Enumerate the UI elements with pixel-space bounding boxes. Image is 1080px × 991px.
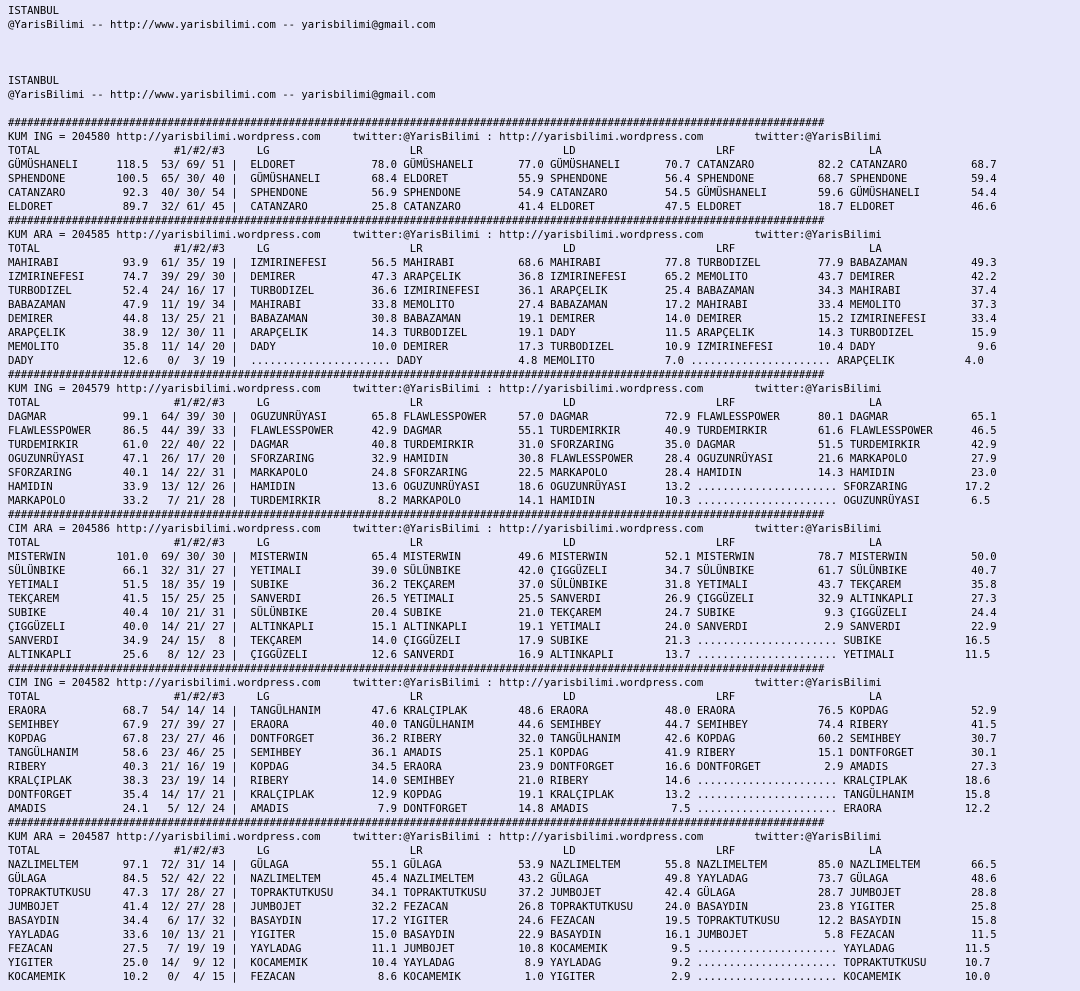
document-line: ISTANBUL <box>8 5 60 17</box>
document-line: ÇIGGÜZELI 40.0 14/ 21/ 27 | ALTINKAPLI 15.1 ALTINKAPLI 19.1 YETIMALI 24.0 SANVERDI 2.9 SANVERDI 22.9 <box>8 621 997 633</box>
document-line: KUM ARA = 204585 http://yarisbilimi.wordpress.com twitter:@YarisBilimi : http://yarisbilimi.wordpress.com twitter:@YarisBilimi <box>8 229 882 241</box>
document-line: TOTAL #1/#2/#3 LG LR LD LRF LA <box>8 243 882 255</box>
document-line: IZMIRINEFESI 74.7 39/ 29/ 30 | DEMIRER 47.3 ARAPÇELIK 36.8 IZMIRINEFESI 65.2 MEMOLITO 43.7 DEMIRER 42.2 <box>8 271 997 283</box>
document-line: TEKÇAREM 41.5 15/ 25/ 25 | SANVERDI 26.5 YETIMALI 25.5 SANVERDI 26.9 ÇIGGÜZELI 32.9 ALTINKAPLI 27.3 <box>8 593 997 605</box>
document-line: KRALÇIPLAK 38.3 23/ 19/ 14 | RIBERY 14.0 SEMIHBEY 21.0 RIBERY 14.6 ...................... KRALÇIPLAK 18.6 <box>8 775 991 787</box>
document-line: DONTFORGET 35.4 14/ 17/ 21 | KRALÇIPLAK 12.9 KOPDAG 19.1 KRALÇIPLAK 13.2 ...................... TANGÜLHANIM 15.8 <box>8 789 991 801</box>
document-line: MISTERWIN 101.0 69/ 30/ 30 | MISTERWIN 65.4 MISTERWIN 49.6 MISTERWIN 52.1 MISTERWIN 78.7 MISTERWIN 50.0 <box>8 551 997 563</box>
document-line: BASAYDIN 34.4 6/ 17/ 32 | BASAYDIN 17.2 YIGITER 24.6 FEZACAN 19.5 TOPRAKTUTKUSU 12.2 BASAYDIN 15.8 <box>8 915 997 927</box>
document-line: KUM ING = 204579 http://yarisbilimi.wordpress.com twitter:@YarisBilimi : http://yarisbilimi.wordpress.com twitter:@YarisBilimi <box>8 383 882 395</box>
document-line: BABAZAMAN 47.9 11/ 19/ 34 | MAHIRABI 33.8 MEMOLITO 27.4 BABAZAMAN 17.2 MAHIRABI 33.4 MEMOLITO 37.3 <box>8 299 997 311</box>
document-line: GÜMÜSHANELI 118.5 53/ 69/ 51 | ELDORET 78.0 GÜMÜSHANELI 77.0 GÜMÜSHANELI 70.7 CATANZARO 82.2 CATANZARO 68.7 <box>8 159 997 171</box>
document-line: TURDEMIRKIR 61.0 22/ 40/ 22 | DAGMAR 40.8 TURDEMIRKIR 31.0 SFORZARING 35.0 DAGMAR 51.5 TURDEMIRKIR 42.9 <box>8 439 997 451</box>
document-line: KOCAMEMIK 10.2 0/ 4/ 15 | FEZACAN 8.6 KOCAMEMIK 1.0 YIGITER 2.9 ...................... KOCAMEMIK 10.0 <box>8 971 991 983</box>
document-line: ELDORET 89.7 32/ 61/ 45 | CATANZARO 25.8 CATANZARO 41.4 ELDORET 47.5 ELDORET 18.7 ELDORET 46.6 <box>8 201 997 213</box>
document-line: KUM ING = 204580 http://yarisbilimi.wordpress.com twitter:@YarisBilimi : http://yarisbilimi.wordpress.com twitter:@YarisBilimi <box>8 131 882 143</box>
document-line: ALTINKAPLI 25.6 8/ 12/ 23 | ÇIGGÜZELI 12.6 SANVERDI 16.9 ALTINKAPLI 13.7 ...................... YETIMALI 11.5 <box>8 649 991 661</box>
document-line: JUMBOJET 41.4 12/ 27/ 28 | JUMBOJET 32.2 FEZACAN 26.8 TOPRAKTUTKUSU 24.0 BASAYDIN 23.8 YIGITER 25.8 <box>8 901 997 913</box>
document-line: MEMOLITO 35.8 11/ 14/ 20 | DADY 10.0 DEMIRER 17.3 TURBODIZEL 10.9 IZMIRINEFESI 10.4 DADY 9.6 <box>8 341 997 353</box>
document-line: YIGITER 25.0 14/ 9/ 12 | KOCAMEMIK 10.4 YAYLADAG 8.9 YAYLADAG 9.2 ...................... TOPRAKTUTKUSU 10.7 <box>8 957 991 969</box>
document-line: DADY 12.6 0/ 3/ 19 | ...................... DADY 4.8 MEMOLITO 7.0 ...................... ARAPÇELIK 4.0 <box>8 355 984 367</box>
document-line: SEMIHBEY 67.9 27/ 39/ 27 | ERAORA 40.0 TANGÜLHANIM 44.6 SEMIHBEY 44.7 SEMIHBEY 74.4 RIBERY 41.5 <box>8 719 997 731</box>
document-line: TOPRAKTUTKUSU 47.3 17/ 28/ 27 | TOPRAKTUTKUSU 34.1 TOPRAKTUTKUSU 37.2 JUMBOJET 42.4 GÜLAGA 28.7 JUMBOJET 28.8 <box>8 887 997 899</box>
document-line: SPHENDONE 100.5 65/ 30/ 40 | GÜMÜSHANELI 68.4 ELDORET 55.9 SPHENDONE 56.4 SPHENDONE 68.7 SPHENDONE 59.4 <box>8 173 997 185</box>
document-line: AMADIS 24.1 5/ 12/ 24 | AMADIS 7.9 DONTFORGET 14.8 AMADIS 7.5 ...................... ERAORA 12.2 <box>8 803 991 815</box>
document-line: SUBIKE 40.4 10/ 21/ 31 | SÜLÜNBIKE 20.4 SUBIKE 21.0 TEKÇAREM 24.7 SUBIKE 9.3 ÇIGGÜZELI 24.4 <box>8 607 997 619</box>
document-line: SFORZARING 40.1 14/ 22/ 31 | MARKAPOLO 24.8 SFORZARING 22.5 MARKAPOLO 28.4 HAMIDIN 14.3 HAMIDIN 23.0 <box>8 467 997 479</box>
document-line: OGUZUNRÜYASI 47.1 26/ 17/ 20 | SFORZARING 32.9 HAMIDIN 30.8 FLAWLESSPOWER 28.4 OGUZUNRÜYASI 21.6 MARKAPOLO 27.9 <box>8 453 997 465</box>
document-line: SANVERDI 34.9 24/ 15/ 8 | TEKÇAREM 14.0 ÇIGGÜZELI 17.9 SUBIKE 21.3 ...................... SUBIKE 16.5 <box>8 635 991 647</box>
document-line: ################################################################################################################################ <box>8 369 825 381</box>
document-line: TOTAL #1/#2/#3 LG LR LD LRF LA <box>8 691 882 703</box>
document-line: YETIMALI 51.5 18/ 35/ 19 | SUBIKE 36.2 TEKÇAREM 37.0 SÜLÜNBIKE 31.8 YETIMALI 43.7 TEKÇAREM 35.8 <box>8 579 997 591</box>
document-line: NAZLIMELTEM 97.1 72/ 31/ 14 | GÜLAGA 55.1 GÜLAGA 53.9 NAZLIMELTEM 55.8 NAZLIMELTEM 85.0 NAZLIMELTEM 66.5 <box>8 859 997 871</box>
document-line: ################################################################################################################################ <box>8 817 825 829</box>
document-line: ################################################################################################################################ <box>8 663 825 675</box>
document-line: TOTAL #1/#2/#3 LG LR LD LRF LA <box>8 145 882 157</box>
document-line: ################################################################################################################################ <box>8 509 825 521</box>
document-line: TURBODIZEL 52.4 24/ 16/ 17 | TURBODIZEL 36.6 IZMIRINEFESI 36.1 ARAPÇELIK 25.4 BABAZAMAN 34.3 MAHIRABI 37.4 <box>8 285 997 297</box>
document-line: CIM ARA = 204586 http://yarisbilimi.wordpress.com twitter:@YarisBilimi : http://yarisbilimi.wordpress.com twitter:@YarisBilimi <box>8 523 882 535</box>
document-line: @YarisBilimi -- http://www.yarisbilimi.com -- yarisbilimi@gmail.com <box>8 19 436 31</box>
document-line: @YarisBilimi -- http://www.yarisbilimi.com -- yarisbilimi@gmail.com <box>8 89 436 101</box>
document-line: GÜLAGA 84.5 52/ 42/ 22 | NAZLIMELTEM 45.4 NAZLIMELTEM 43.2 GÜLAGA 49.8 YAYLADAG 73.7 GÜLAGA 48.6 <box>8 873 997 885</box>
document-line: DAGMAR 99.1 64/ 39/ 30 | OGUZUNRÜYASI 65.8 FLAWLESSPOWER 57.0 DAGMAR 72.9 FLAWLESSPOWER 80.1 DAGMAR 65.1 <box>8 411 997 423</box>
document-line: ERAORA 68.7 54/ 14/ 14 | TANGÜLHANIM 47.6 KRALÇIPLAK 48.6 ERAORA 48.0 ERAORA 76.5 KOPDAG 52.9 <box>8 705 997 717</box>
document-line: TOTAL #1/#2/#3 LG LR LD LRF LA <box>8 845 882 857</box>
document-line: CATANZARO 92.3 40/ 30/ 54 | SPHENDONE 56.9 SPHENDONE 54.9 CATANZARO 54.5 GÜMÜSHANELI 59.6 GÜMÜSHANELI 54.4 <box>8 187 997 199</box>
document-line: SÜLÜNBIKE 66.1 32/ 31/ 27 | YETIMALI 39.0 SÜLÜNBIKE 42.0 ÇIGGÜZELI 34.7 SÜLÜNBIKE 61.7 SÜLÜNBIKE 40.7 <box>8 565 997 577</box>
document-line: FLAWLESSPOWER 86.5 44/ 39/ 33 | FLAWLESSPOWER 42.9 DAGMAR 55.1 TURDEMIRKIR 40.9 TURDEMIRKIR 61.6 FLAWLESSPOWER 46.5 <box>8 425 997 437</box>
document-line: ISTANBUL <box>8 75 60 87</box>
document-line: CIM ING = 204582 http://yarisbilimi.wordpress.com twitter:@YarisBilimi : http://yarisbilimi.wordpress.com twitter:@YarisBilimi <box>8 677 882 689</box>
document-line: TOTAL #1/#2/#3 LG LR LD LRF LA <box>8 537 882 549</box>
document-line: DEMIRER 44.8 13/ 25/ 21 | BABAZAMAN 30.8 BABAZAMAN 19.1 DEMIRER 14.0 DEMIRER 15.2 IZMIRINEFESI 33.4 <box>8 313 997 325</box>
document-line: YAYLADAG 33.6 10/ 13/ 21 | YIGITER 15.0 BASAYDIN 22.9 BASAYDIN 16.1 JUMBOJET 5.8 FEZACAN 11.5 <box>8 929 997 941</box>
document-line: ARAPÇELIK 38.9 12/ 30/ 11 | ARAPÇELIK 14.3 TURBODIZEL 19.1 DADY 11.5 ARAPÇELIK 14.3 TURBODIZEL 15.9 <box>8 327 997 339</box>
document-line: MARKAPOLO 33.2 7/ 21/ 28 | TURDEMIRKIR 8.2 MARKAPOLO 14.1 HAMIDIN 10.3 ...................... OGUZUNRÜYASI 6.5 <box>8 495 991 507</box>
document-line: HAMIDIN 33.9 13/ 12/ 26 | HAMIDIN 13.6 OGUZUNRÜYASI 18.6 OGUZUNRÜYASI 13.2 ...................... SFORZARING 17.2 <box>8 481 991 493</box>
document-line: KOPDAG 67.8 23/ 27/ 46 | DONTFORGET 36.2 RIBERY 32.0 TANGÜLHANIM 42.6 KOPDAG 60.2 SEMIHBEY 30.7 <box>8 733 997 745</box>
document-line: MAHIRABI 93.9 61/ 35/ 19 | IZMIRINEFESI 56.5 MAHIRABI 68.6 MAHIRABI 77.8 TURBODIZEL 77.9 BABAZAMAN 49.3 <box>8 257 997 269</box>
document-line: TOTAL #1/#2/#3 LG LR LD LRF LA <box>8 397 882 409</box>
document-line: ################################################################################################################################ <box>8 117 825 129</box>
document-line: FEZACAN 27.5 7/ 19/ 19 | YAYLADAG 11.1 JUMBOJET 10.8 KOCAMEMIK 9.5 ...................... YAYLADAG 11.5 <box>8 943 991 955</box>
document-line: KUM ARA = 204587 http://yarisbilimi.wordpress.com twitter:@YarisBilimi : http://yarisbilimi.wordpress.com twitter:@YarisBilimi <box>8 831 882 843</box>
document-line: TANGÜLHANIM 58.6 23/ 46/ 25 | SEMIHBEY 36.1 AMADIS 25.1 KOPDAG 41.9 RIBERY 15.1 DONTFORGET 30.1 <box>8 747 997 759</box>
document-line: ################################################################################################################################ <box>8 215 825 227</box>
document-line: RIBERY 40.3 21/ 16/ 19 | KOPDAG 34.5 ERAORA 23.9 DONTFORGET 16.6 DONTFORGET 2.9 AMADIS 27.3 <box>8 761 997 773</box>
